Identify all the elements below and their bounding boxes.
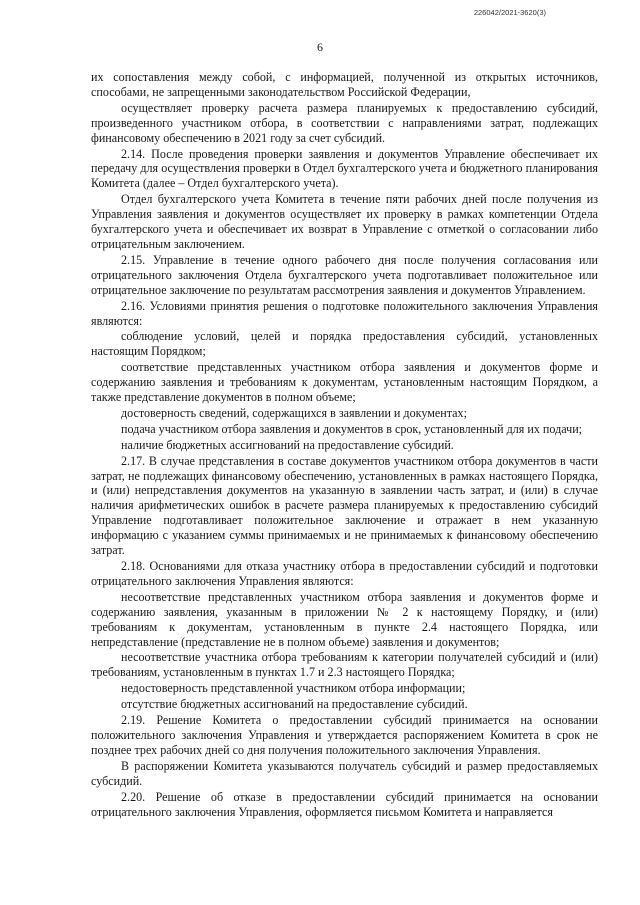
list-item: соблюдение условий, целей и порядка предоставления субсидий, установленных настоящим Порядком; [91, 329, 598, 359]
list-item: недостоверность представленной участником отбора информации; [121, 681, 466, 696]
list-item: несоответствие участника отбора требованиям к категории получателей субсидий и (или) требованиям, установленным в пунктах 1.7 и 2.3 настоящего Порядка; [91, 650, 598, 680]
paragraph-2-15: 2.15. Управление в течение одного рабочего дня после получения согласования или отрицательного заключения Отдела бухгалтерского учета подготавливает положительное или отрицательное заключение по результатам рассмотрения заявления и документов Управлением. [91, 252, 598, 297]
list-item: достоверность сведений, содержащихся в заявлении и документах; [121, 405, 467, 420]
paragraph-2-20: 2.20. Решение об отказе в предоставлении субсидий принимается на основании отрицательного заключения Управления, оформляется письмом Комитета и направляется [91, 789, 598, 819]
paragraph: осуществляет проверку расчета размера планируемых к предоставлению субсидий, произведенного участником отбора, в соответствии с направлениями затрат, подлежащих финансовому обеспечению в 2021 году за счет субсидий. [91, 100, 598, 145]
list-item: отсутствие бюджетных ассигнований на предоставление субсидий. [121, 697, 468, 712]
list-item: наличие бюджетных ассигнований на предоставление субсидий. [121, 437, 454, 452]
paragraph-2-18: 2.18. Основаниями для отказа участнику отбора в предоставлении субсидий и подготовки отрицательного заключения Управления являются: [91, 559, 598, 588]
list-item: соответствие представленных участником отбора заявления и документов форме и содержанию заявления и требованиям к документам, установленным настоящим Порядком, а также представление документов в полном объеме; [91, 360, 598, 405]
paragraph: Отдел бухгалтерского учета Комитета в течение пяти рабочих дней после получения из Управления заявления и документов осуществляет их проверку в рамках компетенции Отдела бухгалтерского учета и обеспечивает их возврат в Управление с отметкой о согласовании либо отрицательным заключением. [91, 192, 598, 251]
paragraph: В распоряжении Комитета указываются получатель субсидий и размер предоставляемых субсидий. [91, 758, 598, 788]
page-number: 6 [317, 40, 323, 54]
document-body [91, 70, 598, 820]
paragraph-2-17: 2.17. В случае представления в составе документов участником отбора документов в части затрат, не подлежащих финансовому обеспечению, установленных в рамках настоящего Порядка, и (или) непредставления документов на указанную в заявлении часть затрат, и (или) в случае наличия арифметических ошибок в расчете размера планируемых к предоставлению субсидий Управление подготавливает положительное заключение и отражает в нем указанную информацию с указанием суммы принимаемых и не принимаемых к финансовому обеспечению затрат. [91, 453, 598, 558]
paragraph-2-14: 2.14. После проведения проверки заявления и документов Управление обеспечивает их передачу для осуществления проверки в Отдел бухгалтерского учета и бюджетного планирования Комитета (далее – Отдел бухгалтерского учета). [91, 146, 598, 191]
paragraph-2-19: 2.19. Решение Комитета о предоставлении субсидий принимается на основании положительного заключения Управления и утверждается распоряжением Комитета в срок не позднее трех рабочих дней со дня получения положительного заключения Управления. [91, 713, 598, 757]
paragraph: их сопоставления между собой, с информацией, полученной из открытых источников, способами, не запрещенными законодательством Российской Федерации, [91, 70, 598, 99]
list-item: несоответствие представленных участником отбора заявления и документов форме и содержанию заявления, указанным в приложении № 2 к настоящему Порядку, и (или) требованиям к документам, установленным в пункте 2.4 настоящего Порядка, или непредставление (представление не в полном объеме) заявления и документов; [91, 589, 598, 649]
document-registration-number: 226042/2021-3620(3) [473, 8, 546, 17]
paragraph-2-16: 2.16. Условиями принятия решения о подготовке положительного заключения Управления являются: [91, 298, 598, 328]
list-item: подача участником отбора заявления и документов в срок, установленный для их подачи; [121, 421, 583, 436]
